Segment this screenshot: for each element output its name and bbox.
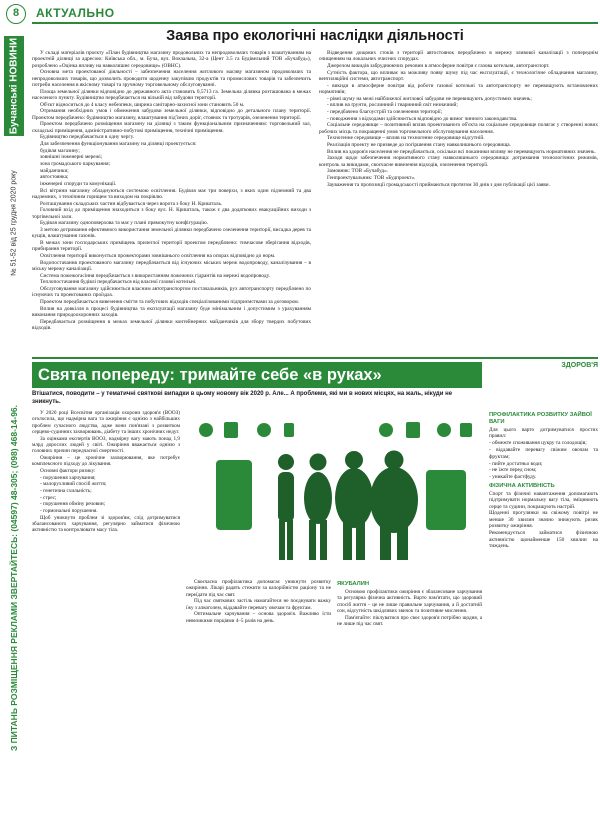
- paragraph: Для забезпечення функціонування магазину на ділянці проектується:: [40, 140, 197, 147]
- paragraph: Соціальне середовище – позитивний вплив проектованого об'єкта на соціальне середовище полягає у створенні нових робочих місць та покращенні умов торговельного обслуговування населення.: [319, 122, 598, 135]
- article2-title: Свята попереду: тримайте себе «в руках»: [38, 366, 382, 384]
- paragraph: Основою профілактики ожиріння є збалансоване харчування та регулярна фізична активність. Варто пам'ятати, що здоровий спосіб життя – це не лише правильне харчування, а й достатній сон, відсутність шкідливих звичок та позитивне мислення.: [337, 589, 482, 614]
- paragraph: Рекомендується займатися фізичною активністю щонайменше 150 хвилин на тиждень.: [489, 530, 598, 549]
- section-separator: [32, 357, 598, 359]
- paragraph: Зауваження та пропозиції громадськості приймаються протягом 30 днів з дня публікації цієї заяви.: [327, 181, 550, 188]
- paragraph: - гормональні порушення.: [40, 507, 98, 514]
- paragraph: Відведення дощових стоків з території автостоянок передбачено в мережу зливової каналізації з попереднім очищенням на локальних очисних спорудах.: [319, 50, 598, 63]
- paragraph: Вплив на довкілля в процесі будівництва та експлуатації магазину буде мінімальним і допустимим з урахуванням виконання природоохоронних заходів.: [32, 305, 311, 319]
- paragraph: В межах зони господарських приміщень прилеглої території проектом передбачено: тимчасове зберігання відходів, прибирання території.: [32, 240, 311, 253]
- paragraph: - поводження з відходами здійснюється відповідно до вимог чинного законодавства.: [327, 115, 518, 122]
- paragraph: Вплив на здоров'я населення не передбачається, оскільки всі показники впливу не перевищують нормативних значень.: [327, 148, 596, 155]
- paragraph: Отримання необхідних умов і обмеження забудови земельної ділянки, відповідно до детального плану території. Проектом передбачено: будівництво магазину, влаштування під'їзних доріг, стоянок та тротуарів, озеленення території.: [32, 108, 311, 121]
- paragraph: - не їжте перед сном;: [489, 467, 537, 474]
- paragraph: зона громадського паркування;: [40, 160, 111, 167]
- article2-tag: ЗДОРОВ'Я: [561, 362, 598, 369]
- paragraph: Генпроектувальник: ТОВ «Будпроект».: [327, 175, 416, 182]
- weight-illustration: [186, 410, 482, 576]
- ads-contact: З ПИТАНЬ РОЗМІЩЕННЯ РЕКЛАМИ ЗВЕРТАЙТЕСЬ: (04597) 48-305; (098) 468-14-96.: [9, 404, 19, 752]
- paragraph: майданчики;: [40, 167, 69, 174]
- paragraph: Замовник: ТОВ «Бучабуд».: [327, 168, 389, 175]
- paragraph: Щоденні прогулянки на свіжому повітрі не менше 30 хвилин значно знижують ризик розвитку ожиріння.: [489, 510, 598, 530]
- paragraph: інженерні споруди та комунікації.: [40, 181, 117, 188]
- paragraph: будівля магазину;: [40, 147, 80, 154]
- paragraph: автостоянка;: [40, 174, 69, 181]
- article2-title-bar: [32, 362, 482, 388]
- paragraph: Основна мета проектованої діяльності – забезпечення населення житлового масиву магазином продовольчих та непродовольчих товарів, що дозволить проводити щоденну закупівлю продуктів та промислових товарів та забезпечить потреби населення в якісному товарі та зручному торговельному обслуговуванні.: [32, 69, 311, 88]
- paragraph: - вплив на ґрунти, рослинний і тваринний світ незначний;: [327, 102, 458, 109]
- newspaper-logo: Бучанські НОВИНИ: [4, 36, 24, 136]
- paragraph: - обмежте споживання цукру та солодощів;: [489, 440, 587, 447]
- paragraph: За оцінками експертів ВООЗ, надмірну вагу мають понад 1,9 млрд дорослих людей у світі. Ожиріння вважається однією з головних причин передчасної смертності.: [32, 435, 180, 455]
- paragraph: Водопостачання проектованого магазину передбачається від існуючих міських мереж водопроводу, каналізування – в міську мережу каналізації.: [32, 259, 311, 272]
- paragraph: Площа земельної ділянки відповідно до державного акта становить 0,5713 га. Земельна ділянка розташована в межах населеного пункту. Будівництво передбачається на вільній від забудови території.: [32, 88, 311, 101]
- issue-info: № 51-52 від 25 грудня 2020 року: [10, 170, 18, 276]
- article1-title: Заява про екологічні наслідки діяльності: [166, 28, 464, 44]
- bottle-icon: [284, 423, 294, 437]
- paragraph: Об'єкт відноситься до 4 класу небезпеки, ширина санітарно-захисної зони становить 50 м.: [40, 101, 245, 108]
- paragraph: Щоб уникнути проблем зі здоров'ям, слід дотримуватися збалансованого харчування, регулярно займатися фізичною активністю та контролювати масу тіла.: [32, 514, 180, 534]
- paragraph: У 2020 році Всесвітня організація охорони здоров'я (ВООЗ) оголосила, що надмірна вага та ожиріння є однією з найбільших проблем сучасного людства, адже вони пов'язані з розвитком серцево-судинних захворювань, діабету та інших хронічних недуг.: [32, 410, 180, 435]
- paragraph: Розташування складських частин відбувається через ворота з боку Н. Кришталь.: [40, 200, 223, 207]
- paragraph: - викиди в атмосферне повітря від роботи газової котельні та автотранспорту не перевищують встановлених нормативів;: [319, 82, 598, 95]
- paragraph: Заходи щодо забезпечення нормативного стану навколишнього середовища: дотримання технологічних режимів, контроль за викидами, своєчасне вивезення відходів, озеленення території.: [319, 155, 598, 168]
- paragraph: Система пожежогасіння передбачається з використанням пожежних гідрантів на мережі водопроводу.: [40, 272, 271, 279]
- drink-icon: [224, 422, 238, 438]
- paragraph: - стрес;: [40, 494, 57, 501]
- article2-col2: [186, 579, 331, 628]
- paragraph: - пийте достатньо води;: [489, 460, 543, 467]
- page-number: 8: [6, 4, 26, 24]
- paragraph: Основні фактори ризику:: [40, 467, 96, 474]
- article1-col2: [319, 50, 598, 332]
- paragraph: Реалізація проекту не призведе до погіршення стану навколишнього середовища.: [327, 142, 511, 149]
- paragraph: Освітлення території виконується прожекторами зовнішнього освітлення на опорах відповідно до норм.: [40, 253, 276, 260]
- paragraph: - передбачено благоустрій та озеленення території;: [327, 109, 443, 116]
- paragraph: Під час святкових застіль намагайтеся не поєднувати важку їжу з алкоголем, віддавайте перевагу овочам та фруктам.: [186, 598, 331, 611]
- paragraph: - малорухливий спосіб життя;: [40, 481, 107, 488]
- article2-col3-heading: ЯКУБАЛИН: [337, 581, 370, 587]
- chart-icon: [426, 470, 466, 530]
- paragraph: Оптимальне харчування – основа здоров'я. Важливо їсти невеликими порціями 4–5 разів на день.: [186, 611, 331, 624]
- paragraph: Техногенне середовище – вплив на техногенне середовище відсутній.: [327, 135, 485, 142]
- paragraph: У складі матеріалів проєкту «План будівництва магазину продовольчих та непродовольчих товарів з влаштуванням на проектній ділянці за адресою: Київська обл., м. Буча, вул. Вокзальна, 32-а (Цент 3.5 га Будівельний ТОВ «Бучабуд»), розроблено «Оцінка впливу на навколишнє середовище» (ОВНС).: [32, 50, 311, 69]
- paragraph: - рівні шуму на межі найближчої житлової забудови не перевищують допустимих значень;: [327, 95, 532, 102]
- paragraph: зовнішні інженерні мережі;: [40, 154, 103, 161]
- paragraph: Всі вітрини магазину обладнуються системою освітлення. Будівля має три поверхи, з яких один підземний та два надземних, з технічним горищем та виходом на покрівлю.: [32, 187, 311, 200]
- paragraph: - уникайте фастфуду.: [489, 474, 537, 481]
- top-rule: [32, 22, 598, 24]
- cup-icon: [460, 423, 472, 437]
- paragraph: - віддавайте перевагу свіжим овочам та фруктам;: [489, 447, 598, 460]
- paragraph: Пам'ятайте: піклуватися про своє здоров'я потрібно щодня, а не лише під час свят.: [337, 614, 482, 627]
- people-silhouettes-illustration: [186, 410, 482, 576]
- fruit-icon: [257, 423, 271, 437]
- main-content: [32, 26, 598, 628]
- article2-col3: [337, 579, 482, 628]
- paragraph: Будівля магазину одноповерхова та має у плані прямокутну конфігурацію.: [40, 220, 209, 227]
- apple-icon: [437, 423, 451, 437]
- article2-sidebar: [489, 410, 598, 628]
- food-icon: [199, 423, 213, 437]
- paragraph: Головний вхід до приміщення знаходиться з боку вул. Н. Кришталь, також є два додаткових евакуаційних виходи з торгівельної зали.: [32, 207, 311, 220]
- paragraph: Проектом передбачається вивезення сміття та побутових відходів спеціалізованими підприємствами за договором.: [40, 299, 300, 306]
- rubric-label: АКТУАЛЬНО: [36, 6, 115, 20]
- paragraph: Проектом передбачено розміщення магазину на ділянці з таким функціональним призначенням: торговельний зал, складські приміщення, адміністративно-побутові приміщення, технічні приміщення.: [32, 121, 311, 134]
- article2-lead: Втішатися, поводити – у тематичні святкові випадки в цьому новому вік 2020 р. Але... А проблеми, які ми в нових місцях, на жаль, нікуди не зникнуть.: [32, 391, 453, 405]
- heart-icon: [379, 423, 393, 437]
- paragraph: Джерелом викидів забруднюючих речовин в атмосферне повітря є газова котельня, автотранспорт.: [327, 62, 550, 69]
- paragraph: Спорт та фізичні навантаження допомагають підтримувати нормальну вагу тіла, зміцнюють серце та судини, покращують настрій.: [489, 490, 598, 510]
- side-strip: [4, 28, 24, 828]
- paragraph: Передбачається розміщення в межах земельної ділянки контейнерних майданчиків для збору твердих побутових відходів.: [32, 318, 311, 332]
- paragraph: Обслуговування магазину здійснюється власним автотранспортом постачальників, рух автотранспорту передбачено по існуючих та проектованих проїздах.: [32, 286, 311, 299]
- paragraph: Будівництво передбачається в одну чергу.: [40, 134, 135, 141]
- paragraph: - порушення обміну речовин;: [40, 501, 106, 508]
- article2: [32, 362, 598, 628]
- sidebar-heading-activity: ФІЗИЧНА АКТИВНІСТЬ: [489, 482, 555, 489]
- paragraph: - генетична схильність;: [40, 487, 92, 494]
- sidebar-heading-prevention: ПРОФІЛАКТИКА РОЗВИТКУ ЗАЙВОЇ ВАГИ: [489, 412, 592, 425]
- paragraph: Для цього варто дотримуватися простих правил:: [489, 427, 598, 440]
- meter-icon: [216, 460, 252, 530]
- scale-icon: [406, 422, 420, 438]
- paragraph: - порушення харчування;: [40, 474, 96, 481]
- article2-col1: [32, 410, 180, 628]
- paragraph: Сутність фактора, що впливає на можливу появу шуму під час експлуатації, є технологічне обладнання магазину, вентиляційні системи, автотранспорт.: [319, 69, 598, 82]
- article1-col1: [32, 50, 311, 332]
- paragraph: З метою дотримання ефективного використання земельної ділянки передбачено озеленення території, висадка дерев та кущів, влаштування газонів.: [32, 227, 311, 240]
- paragraph: Своєчасна профілактика допомагає уникнути розвитку ожиріння. Лікарі радять стежити за калорійністю раціону та не переїдати під час свят.: [186, 579, 331, 598]
- paragraph: Ожиріння – це хронічне захворювання, яке потребує комплексного підходу до лікування.: [32, 454, 180, 468]
- article1-body: [32, 48, 598, 353]
- paragraph: Теплопостачання будівлі передбачається від власної газової котельні.: [40, 279, 197, 286]
- article2-main: [32, 410, 482, 628]
